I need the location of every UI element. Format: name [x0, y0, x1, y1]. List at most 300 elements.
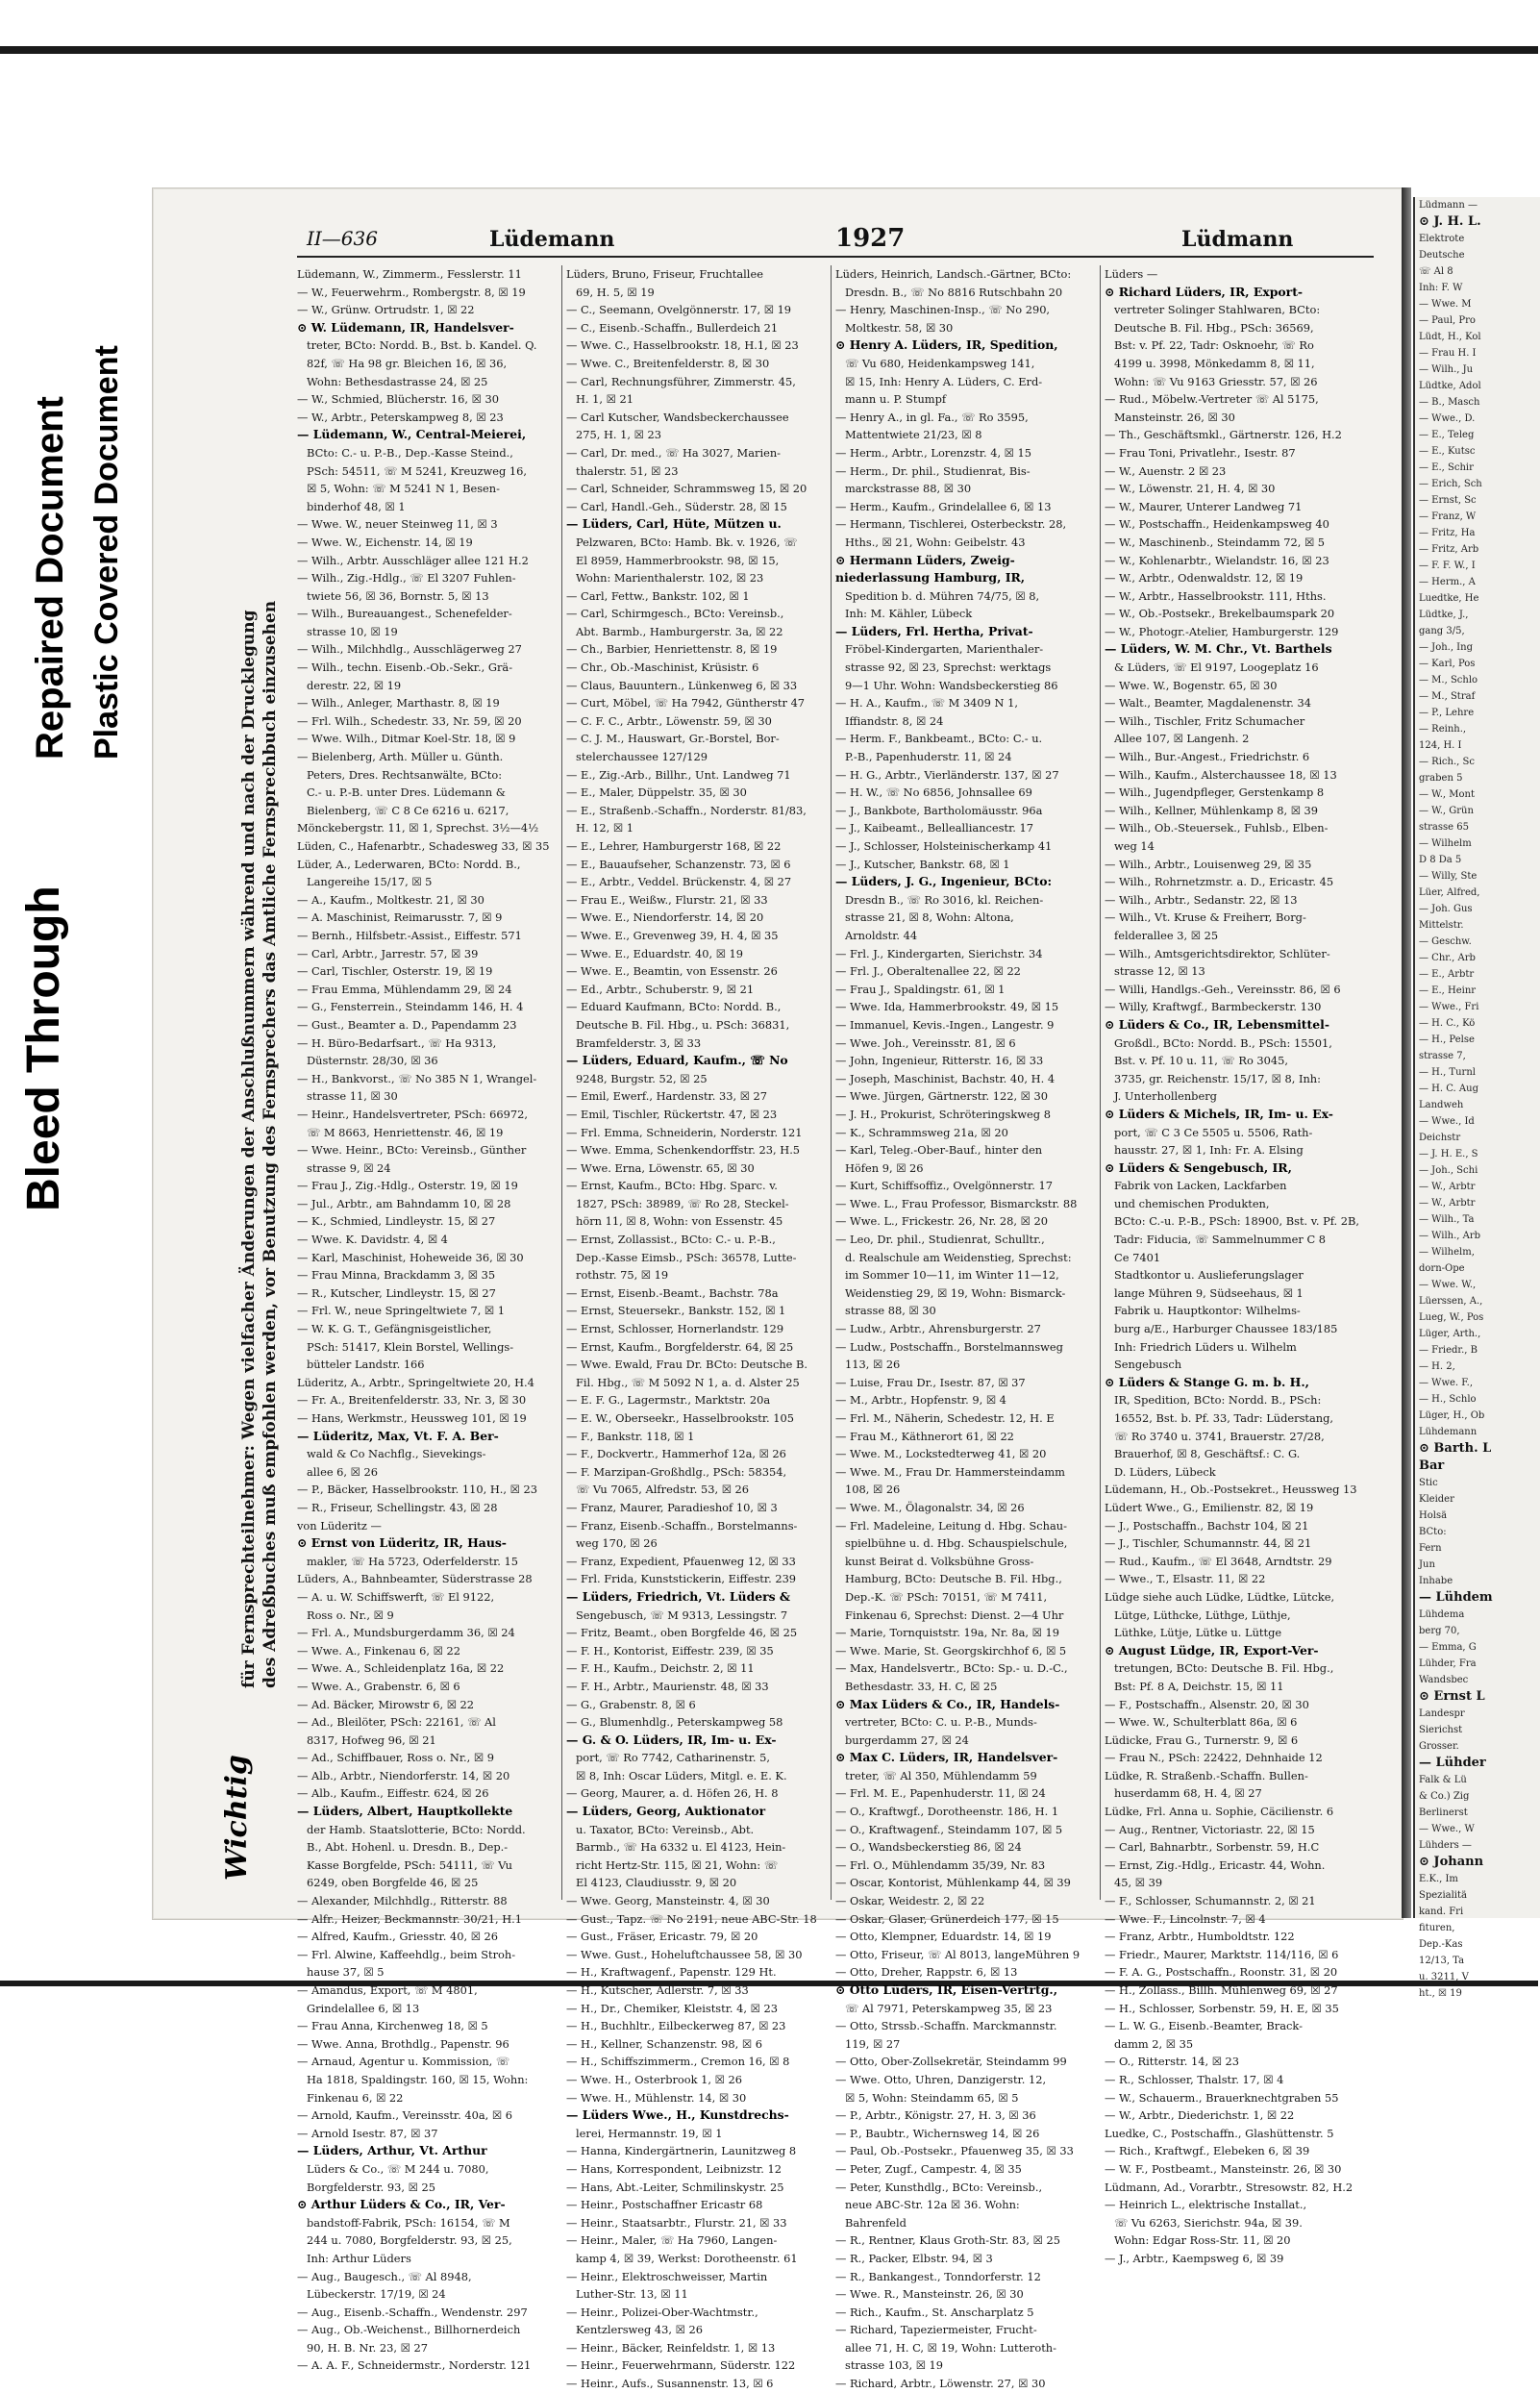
directory-entry: — Carl, Handl.-Geh., Süderstr. 28, ☒ 15 [566, 499, 787, 513]
directory-entry: — Frau Minna, Brackdamm 3, ☒ 35 [297, 1268, 496, 1283]
directory-entry: — L. W. G., Eisenb.-Beamter, Brack- [1105, 2019, 1303, 2033]
directory-entry: — Wwe. Anna, Brothdlg., Papenstr. 96 [297, 2036, 509, 2051]
directory-entry: — Oskar, Glaser, Grünerdeich 177, ☒ 15 [835, 1911, 1059, 1926]
directory-entry: — Wwe. Emma, Schenkendorffstr. 23, H.5 [566, 1143, 801, 1158]
adjacent-page-line: — E., Heinr [1419, 985, 1477, 996]
directory-entry: — Bernh., Hilfsbetr.-Assist., Eiffestr. 571 [297, 928, 522, 942]
adjacent-page-line: — Joh. Gus [1419, 904, 1473, 914]
directory-entry: kamp 4, ☒ 39, Werkst: Dorotheenstr. 61 [576, 2251, 798, 2265]
directory-entry: Lüders, A., Bahnbeamter, Süderstrasse 28 [297, 1572, 533, 1586]
directory-entry: strasse 11, ☒ 30 [307, 1089, 398, 1104]
directory-entry: treter, BCto: Nordd. B., Bst. b. Kandel. Q. [307, 338, 537, 353]
directory-entry: — K., Schmied, Lindleystr. 15, ☒ 27 [297, 1214, 496, 1229]
directory-entry: — E., Arbtr., Veddel. Brückenstr. 4, ☒ 27 [566, 875, 792, 889]
directory-entry: — Frl. Alwine, Kaffeehdlg., beim Stroh- [297, 1947, 516, 1961]
directory-entry: tretungen, BCto: Deutsche B. Fil. Hbg., [1114, 1661, 1334, 1676]
directory-entry: — Wwe. L., Frickestr. 26, Nr. 28, ☒ 20 [835, 1214, 1048, 1229]
directory-entry: Abt. Barmb., Hamburgerstr. 3a, ☒ 22 [576, 624, 783, 638]
directory-entry: — Hanna, Kindergärtnerin, Launitzweg 8 [566, 2144, 797, 2158]
directory-entry: — Wilh., Amtsgerichtsdirektor, Schlüter- [1105, 946, 1330, 960]
adjacent-page-line: fituren, [1419, 1923, 1455, 1933]
directory-entry: Mansteinstr. 26, ☒ 30 [1114, 410, 1235, 424]
directory-entry: ☏ Al 7971, Peterskampweg 35, ☒ 23 [845, 2001, 1053, 2015]
directory-entry: Dresdn B., ☏ Ro 3016, kl. Reichen- [845, 892, 1044, 907]
directory-entry: thalerstr. 51, ☒ 23 [576, 463, 679, 478]
directory-entry: — Wwe. Georg, Mansteinstr. 4, ☒ 30 [566, 1894, 770, 1908]
directory-entry: port, ☏ C 3 Ce 5505 u. 5506, Rath- [1114, 1125, 1313, 1139]
directory-entry: Bahrenfeld [845, 2215, 907, 2230]
adjacent-page-line: — Geschw. [1419, 936, 1472, 947]
directory-entry: — F. A. G., Postschaffn., Roonstr. 31, ☒ 20 [1105, 1965, 1338, 1980]
directory-entry: — Wwe. A., Schleidenplatz 16a, ☒ 22 [297, 1661, 505, 1676]
directory-entry: der Hamb. Staatslotterie, BCto: Nordd. [307, 1822, 526, 1836]
adjacent-page-line: — Ernst, Sc [1419, 495, 1477, 506]
directory-entry: Lüden, C., Hafenarbtr., Schadesweg 33, ☒ 35 [297, 839, 550, 853]
directory-entry: — Otto, Dreher, Rappstr. 6, ☒ 13 [835, 1965, 1018, 1980]
directory-entry: spielbühne u. d. Hbg. Schauspielschule, [845, 1536, 1068, 1551]
directory-entry: — Heinr., Staatsarbtr., Flurstr. 21, ☒ 33 [566, 2215, 787, 2230]
directory-entry: Lütge, Lüthcke, Lüthge, Lüthje, [1114, 1608, 1291, 1622]
adjacent-page-line: Kleider [1419, 1494, 1454, 1505]
directory-entry: u. Taxator, BCto: Vereinsb., Abt. [576, 1822, 755, 1836]
directory-entry: wald & Co Nachflg., Sievekings- [307, 1447, 486, 1461]
adjacent-page-line: — Wwe., D. [1419, 413, 1476, 424]
directory-entry: — Ad. Bäcker, Mirowstr 6, ☒ 22 [297, 1697, 475, 1711]
directory-entry: 8317, Hofweg 96, ☒ 21 [307, 1732, 436, 1747]
directory-entry: — Carl, Dr. med., ☏ Ha 3027, Marien- [566, 445, 782, 460]
directory-entry: — W., Arbtr., Hasselbrookstr. 111, Hths. [1105, 588, 1327, 603]
adjacent-page-line: — M., Straf [1419, 691, 1476, 702]
adjacent-page-line: — J. H. E., S [1419, 1149, 1478, 1159]
directory-entry: — Wilh., Zig.-Hdlg., ☏ El 3207 Fuhlen- [297, 571, 516, 586]
directory-entry: — Wwe. E., Eduardstr. 40, ☒ 19 [566, 946, 744, 960]
directory-entry: ⊙ Henry A. Lüders, IR, Spedition, [835, 337, 1058, 353]
directory-entry: — Aug., Eisenb.-Schaffn., Wendenstr. 297 [297, 2305, 528, 2319]
directory-entry: vertreter Solinger Stahlwaren, BCto: [1114, 303, 1321, 317]
directory-entry: — Wwe. Marie, St. Georgskirchhof 6, ☒ 5 [835, 1643, 1067, 1658]
adjacent-page-line: Mittelstr. [1419, 920, 1464, 931]
directory-entry: Moltkestr. 58, ☒ 30 [845, 320, 954, 335]
column-1 [297, 265, 550, 2373]
directory-entry: — Wwe. E., Beamtin, von Essenstr. 26 [566, 964, 778, 979]
directory-entry: — Heinr., Elektroschweisser, Martin [566, 2269, 768, 2283]
directory-entry: — A. Maschinist, Reimarusstr. 7, ☒ 9 [297, 910, 503, 925]
directory-entry: — Lüderitz, Max, Vt. F. A. Ber- [297, 1428, 499, 1443]
directory-entry: ⊙ Arthur Lüders & Co., IR, Ver- [297, 2197, 506, 2212]
directory-entry: — Frau Emma, Mühlendamm 29, ☒ 24 [297, 982, 512, 996]
directory-page [152, 187, 1403, 2391]
directory-entry: — Ernst, Kaufm., BCto: Hbg. Sparc. v. [566, 1179, 778, 1193]
directory-entry: neue ABC-Str. 12a ☒ 36. Wohn: [845, 2198, 1020, 2212]
directory-entry: — Wilh., Bur.-Angest., Friedrichstr. 6 [1105, 750, 1310, 764]
directory-entry: damm 2, ☒ 35 [1114, 2036, 1194, 2051]
directory-entry: D. Lüders, Lübeck [1114, 1464, 1216, 1479]
adjacent-page-line: Lüerssen, A., [1419, 1296, 1483, 1307]
directory-entry: — G., Fensterrein., Steindamm 146, H. 4 [297, 1000, 524, 1014]
adjacent-page-line: — Karl, Pos [1419, 659, 1476, 669]
directory-entry: lerei, Hermannstr. 19, ☒ 1 [576, 2126, 723, 2140]
directory-entry: — O., Kraftwagenf., Steindamm 107, ☒ 5 [835, 1822, 1063, 1836]
directory-entry: 6249, oben Borgfelde 46, ☒ 25 [307, 1876, 479, 1890]
directory-entry: ⊙ Lüders & Co., IR, Lebensmittel- [1105, 1016, 1329, 1032]
directory-entry: — W., Feuerwehrm., Rombergstr. 8, ☒ 19 [297, 285, 526, 299]
directory-entry: — Carl, Bahnarbtr., Sorbenstr. 59, H.C [1105, 1840, 1320, 1855]
directory-entry: — R., Rentner, Klaus Groth-Str. 83, ☒ 25 [835, 2233, 1060, 2248]
page-number: II—636 [307, 227, 378, 250]
directory-entry: Lüders, Heinrich, Landsch.-Gärtner, BCto: [835, 267, 1072, 281]
directory-entry: — W. K. G. T., Gefängnisgeistlicher, [297, 1322, 492, 1336]
adjacent-page-line: strasse 65 [1419, 822, 1469, 833]
directory-entry: — Wwe. A., Finkenau 6, ☒ 22 [297, 1643, 460, 1658]
directory-entry: — Frl. W., neue Springeltwiete 7, ☒ 1 [297, 1304, 506, 1318]
adjacent-page-line: — Fritz, Arb [1419, 544, 1479, 555]
directory-entry: Luther-Str. 13, ☒ 11 [576, 2287, 688, 2302]
directory-entry: BCto: C.-u. P.-B., PSch: 18900, Bst. v. Pf. 2B, [1114, 1214, 1360, 1229]
directory-entry: Dep.-K. ☏ PSch: 70151, ☏ M 7411, [845, 1589, 1048, 1604]
directory-entry: — Hans, Abt.-Leiter, Schmilinskystr. 25 [566, 2180, 784, 2194]
directory-entry: — Alb., Arbtr., Niendorferstr. 14, ☒ 20 [297, 1768, 510, 1782]
directory-entry: Borgfelderstr. 93, ☒ 25 [307, 2180, 435, 2194]
directory-entry: — W., Schmied, Blücherstr. 16, ☒ 30 [297, 392, 499, 407]
directory-entry: — W., Arbtr., Odenwaldstr. 12, ☒ 19 [1105, 571, 1304, 586]
directory-entry: strasse 9, ☒ 24 [307, 1160, 391, 1175]
directory-entry: Lüdmann, Ad., Vorarbtr., Stresowstr. 82, H.2 [1105, 2180, 1354, 2194]
directory-entry: — Wilh., Kellner, Mühlenkamp 8, ☒ 39 [1105, 803, 1319, 817]
adjacent-page-line: Holsä [1419, 1510, 1448, 1521]
directory-entry: Weidenstieg 29, ☒ 19, Wohn: Bismarck- [845, 1285, 1066, 1300]
directory-entry: — Alexander, Milchhdlg., Ritterstr. 88 [297, 1894, 508, 1908]
directory-entry: — Heinr., Handelsvertreter, PSch: 66972, [297, 1107, 528, 1121]
directory-entry: Lüder, A., Lederwaren, BCto: Nordd. B., [297, 857, 521, 871]
directory-entry: ☏ Vu 680, Heidenkampsweg 141, [845, 356, 1035, 370]
directory-entry: — Wwe. H., Mühlenstr. 14, ☒ 30 [566, 2090, 747, 2105]
directory-entry: — W., Maurer, Unterer Landweg 71 [1105, 499, 1303, 513]
directory-entry: — Emil, Ewerf., Hardenstr. 33, ☒ 27 [566, 1089, 768, 1104]
adjacent-page-line: — Wwe., Fri [1419, 1002, 1479, 1012]
directory-entry: — Ludw., Postschaffn., Borstelmannsweg [835, 1339, 1063, 1354]
directory-entry: — Frl. O., Mühlendamm 35/39, Nr. 83 [835, 1857, 1046, 1872]
directory-entry: — Wilh., Arbtr. Ausschläger allee 121 H.2 [297, 553, 529, 567]
directory-entry: Inh: M. Kähler, Lübeck [845, 607, 973, 621]
adjacent-page-line: — W., Mont [1419, 789, 1475, 800]
directory-entry: — Immanuel, Kevis.-Ingen., Langestr. 9 [835, 1017, 1055, 1032]
directory-entry: — Wilh., techn. Eisenb.-Ob.-Sekr., Grä- [297, 661, 513, 675]
directory-entry: — Gust., Beamter a. D., Papendamm 23 [297, 1017, 517, 1032]
adjacent-page-line: — H. C., Kö [1419, 1018, 1476, 1029]
directory-entry: — Herm., Arbtr., Lorenzstr. 4, ☒ 15 [835, 445, 1032, 460]
adjacent-page-line: Deutsche [1419, 250, 1465, 261]
directory-entry: — Frl. A., Mundsburgerdamm 36, ☒ 24 [297, 1626, 515, 1640]
adjacent-page-line: — Rich., Sc [1419, 757, 1475, 767]
directory-entry: — Wwe. Ida, Hammerbrookstr. 49, ☒ 15 [835, 1000, 1059, 1014]
directory-entry: strasse 10, ☒ 19 [307, 624, 398, 638]
directory-entry: Lüderitz, A., Arbtr., Springeltwiete 20, H.4 [297, 1375, 534, 1389]
directory-entry: ☏ Ro 3740 u. 3741, Brauerstr. 27/28, [1114, 1429, 1325, 1443]
adjacent-page-line: ⊙ Johann [1419, 1855, 1484, 1869]
directory-entry: — Alfred, Kaufm., Griesstr. 40, ☒ 26 [297, 1930, 499, 1944]
directory-entry: P.-B., Papenhuderstr. 11, ☒ 24 [845, 750, 1012, 764]
directory-entry: d. Realschule am Weidenstieg, Sprechst: [845, 1250, 1072, 1264]
directory-entry: Tadr: Fiducia, ☏ Sammelnummer C 8 [1114, 1233, 1327, 1247]
directory-entry: Spedition b. d. Mühren 74/75, ☒ 8, [845, 588, 1040, 603]
directory-entry: Bst. v. Pf. 10 u. 11, ☏ Ro 3045, [1114, 1054, 1289, 1068]
adjacent-page-line: Lüger, H., Ob [1419, 1410, 1485, 1421]
directory-entry: — Hermann, Tischlerei, Osterbeckstr. 28, [835, 517, 1067, 532]
directory-entry: — Lüders, Eduard, Kaufm., ☏ No [566, 1053, 788, 1068]
directory-entry: — Frl. M. E., Papenhuderstr. 11, ☒ 24 [835, 1786, 1046, 1801]
adjacent-page-line: Deichstr [1419, 1133, 1461, 1143]
directory-entry: ⊙ Richard Lüders, IR, Export- [1105, 284, 1304, 299]
directory-entry: mann u. P. Stumpf [845, 392, 947, 407]
adjacent-page-line: gang 3/5, [1419, 626, 1465, 636]
adjacent-page-line: kand. Fri [1419, 1907, 1464, 1917]
directory-entry: vertreter, BCto: C. u. P.-B., Munds- [845, 1715, 1037, 1730]
directory-entry: Iffiandstr. 8, ☒ 24 [845, 713, 944, 728]
directory-entry: H. 1, ☒ 21 [576, 392, 633, 407]
directory-entry: — Wilh., Arbtr., Louisenweg 29, ☒ 35 [1105, 857, 1312, 871]
directory-entry: — Frau Anna, Kirchenweg 18, ☒ 5 [297, 2019, 488, 2033]
directory-entry: ⊙ August Lüdge, IR, Export-Ver- [1105, 1642, 1319, 1658]
directory-entry: — E., Straßenb.-Schaffn., Norderstr. 81/83, [566, 803, 807, 817]
directory-entry: — Aug., Baugesch., ☏ Al 8948, [297, 2269, 472, 2283]
directory-entry: — O., Kraftwgf., Dorotheenstr. 186, H. 1 [835, 1805, 1059, 1819]
directory-entry: — F. H., Arbtr., Maurienstr. 48, ☒ 33 [566, 1679, 769, 1693]
directory-entry: — Jul., Arbtr., am Bahndamm 10, ☒ 28 [297, 1196, 511, 1210]
directory-entry: — Heinr., Maler, ☏ Ha 7960, Langen- [566, 2233, 778, 2248]
directory-entry: — Ernst, Eisenb.-Beamt., Bachstr. 78a [566, 1285, 779, 1300]
directory-entry: — P., Baubtr., Wichernsweg 14, ☒ 26 [835, 2126, 1040, 2140]
directory-entry: — Frau M., Käthnerort 61, ☒ 22 [835, 1429, 1014, 1443]
directory-entry: Arnoldstr. 44 [845, 928, 918, 942]
directory-entry: — Rich., Kaufm., St. Anscharplatz 5 [835, 2305, 1034, 2319]
directory-entry: B., Abt. Hohenl. u. Dresdn. B., Dep.- [307, 1840, 509, 1855]
directory-entry: — Frau Toni, Privatlehr., Isestr. 87 [1105, 445, 1296, 460]
directory-entry: — Curt, Möbel, ☏ Ha 7942, Güntherstr 47 [566, 696, 806, 710]
adjacent-page-line: — Wilhelm, [1419, 1247, 1475, 1258]
label-bleed-through: Bleed Through [18, 885, 69, 1211]
directory-entry: — C., Seemann, Ovelgönnerstr. 17, ☒ 19 [566, 303, 792, 317]
directory-entry: — Wwe. M., Ölagonalstr. 34, ☒ 26 [835, 1500, 1025, 1514]
directory-entry: 108, ☒ 26 [845, 1483, 901, 1497]
directory-entry: Lüders & Co., ☏ M 244 u. 7080, [307, 2161, 489, 2176]
directory-entry: Inh: Friedrich Lüders u. Wilhelm [1114, 1339, 1297, 1354]
directory-entry: — Franz, Expedient, Pfauenweg 12, ☒ 33 [566, 1554, 796, 1568]
directory-entry: — Ad., Schiffbauer, Ross o. Nr., ☒ 9 [297, 1751, 494, 1765]
adjacent-page-line: Lühdema [1419, 1609, 1465, 1620]
adjacent-page-line: Grosser. [1419, 1741, 1459, 1752]
directory-entry: Allee 107, ☒ Langenh. 2 [1114, 732, 1250, 746]
directory-entry: — Lüders, Frl. Hertha, Privat- [835, 623, 1033, 638]
directory-entry: — E., Bauaufseher, Schanzenstr. 73, ☒ 6 [566, 857, 791, 871]
directory-entry: — Wilh., Tischler, Fritz Schumacher [1105, 713, 1305, 728]
directory-entry: — Heinrich L., elektrische Installat., [1105, 2198, 1307, 2212]
directory-entry: — Kurt, Schiffsoffiz., Ovelgönnerstr. 17 [835, 1179, 1053, 1193]
directory-entry: — Carl, Tischler, Osterstr. 19, ☒ 19 [297, 964, 493, 979]
directory-entry: — W., Kohlenarbtr., Wielandstr. 16, ☒ 23 [1105, 553, 1329, 567]
directory-entry: — A. A. F., Schneidermstr., Norderstr. 121 [297, 2358, 532, 2373]
directory-entry: Ce 7401 [1114, 1250, 1161, 1264]
directory-entry: — Oscar, Kontorist, Mühlenkamp 44, ☒ 39 [835, 1876, 1071, 1890]
directory-entry: — H., Bankvorst., ☏ No 385 N 1, Wrangel- [297, 1071, 537, 1085]
adjacent-page-line: strasse 7, [1419, 1051, 1466, 1061]
directory-entry: — Herm., Dr. phil., Studienrat, Bis- [835, 463, 1031, 478]
directory-entry: — H., Buchhltr., Eilbeckerweg 87, ☒ 23 [566, 2019, 786, 2033]
adjacent-page-line: 124, H. I [1419, 740, 1462, 751]
directory-entry: — C. F. C., Arbtr., Löwenstr. 59, ☒ 30 [566, 713, 772, 728]
directory-entry: Großdl., BCto: Nordd. B., PSch: 15501, [1114, 1035, 1332, 1050]
directory-entry: — Richard, Tapeziermeister, Frucht- [835, 2323, 1037, 2337]
directory-entry: — F., Dockvertr., Hammerhof 12a, ☒ 26 [566, 1447, 786, 1461]
adjacent-page-line: ⊙ Barth. L [1419, 1441, 1492, 1456]
directory-entry: weg 14 [1114, 839, 1155, 853]
directory-entry: — R., Bankangest., Tonndorferstr. 12 [835, 2269, 1041, 2283]
adjacent-page-fragment [1413, 197, 1540, 1999]
directory-entry: — Lüders, Georg, Auktionator [566, 1804, 766, 1819]
directory-entry: 275, H. 1, ☒ 23 [576, 428, 661, 442]
directory-entry: Kasse Borgfelde, PSch: 54111, ☏ Vu [307, 1857, 513, 1872]
directory-entry: — Georg, Maurer, a. d. Höfen 26, H. 8 [566, 1786, 779, 1801]
directory-entry: — Wwe. Otto, Uhren, Danzigerstr. 12, [835, 2072, 1047, 2086]
directory-entry: Dep.-Kasse Eimsb., PSch: 36578, Lutte- [576, 1250, 797, 1264]
directory-entry: 9—1 Uhr. Wohn: Wandsbeckerstieg 86 [845, 678, 1058, 692]
adjacent-page-line: — Wilhelm [1419, 838, 1472, 849]
adjacent-page-line: — H., Pelse [1419, 1034, 1475, 1045]
column-2 [566, 265, 818, 2391]
directory-entry: — Wwe. M., Frau Dr. Hammersteindamm [835, 1464, 1065, 1479]
directory-entry: ☏ Vu 7065, Alfredstr. 53, ☒ 26 [576, 1483, 750, 1497]
directory-entry: Lüthke, Lütje, Lütke u. Lüttge [1114, 1626, 1282, 1640]
adjacent-page-line: — Fritz, Ha [1419, 528, 1476, 538]
column-3 [835, 265, 1087, 2391]
directory-entry: — Wilh., Rohrnetzmstr. a. D., Ericastr. 45 [1105, 875, 1334, 889]
directory-entry: — Lüders, Carl, Hüte, Mützen u. [566, 516, 782, 532]
directory-entry: Mönckebergstr. 11, ☒ 1, Sprechst. 3½—4½ [297, 821, 539, 835]
directory-entry: — Otto, Ober-Zollsekretär, Steindamm 99 [835, 2055, 1067, 2069]
directory-entry: — W., Arbtr., Diederichstr. 1, ☒ 22 [1105, 2108, 1295, 2123]
column-divider [1100, 265, 1101, 1900]
directory-entry: PSch: 51417, Klein Borstel, Wellings- [307, 1339, 514, 1354]
directory-entry: ⊙ Lüders & Michels, IR, Im- u. Ex- [1105, 1106, 1333, 1121]
directory-entry: Düsternstr. 28/30, ☒ 36 [307, 1054, 438, 1068]
directory-entry: — Lüders, Arthur, Vt. Arthur [297, 2143, 487, 2158]
adjacent-page-line: Lueg, W., Pos [1419, 1312, 1484, 1323]
adjacent-page-line: — H. C. Aug [1419, 1084, 1478, 1094]
directory-entry: 82f, ☏ Ha 98 gr. Bleichen 16, ☒ 36, [307, 356, 508, 370]
directory-entry: — Amandus, Export, ☏ M 4801, [297, 1983, 478, 1997]
directory-entry: El 4123, Claudiusstr. 9, ☒ 20 [576, 1876, 737, 1890]
directory-entry: — Frl. Frida, Kunststickerin, Eiffestr. 239 [566, 1572, 797, 1586]
column-4 [1105, 265, 1374, 2265]
directory-entry: hörn 11, ☒ 8, Wohn: von Essenstr. 45 [576, 1214, 783, 1229]
directory-entry: ☒ 8, Inh: Oscar Lüders, Mitgl. e. E. K. [576, 1768, 787, 1782]
directory-entry: — Wwe. L., Frau Professor, Bismarckstr. 88 [835, 1196, 1078, 1210]
directory-entry: — P., Arbtr., Königstr. 27, H. 3, ☒ 36 [835, 2108, 1036, 2123]
directory-entry: Peters, Dres. Rechtsanwälte, BCto: [307, 767, 503, 782]
directory-entry: El 8959, Hammerbrookstr. 98, ☒ 15, [576, 553, 780, 567]
directory-entry: — Wwe. E., Grevenweg 39, H. 4, ☒ 35 [566, 928, 779, 942]
adjacent-page-line: — Lühdem [1419, 1590, 1493, 1605]
directory-entry: Stadtkontor u. Auslieferungslager [1114, 1268, 1304, 1283]
adjacent-page-line: — Wwe. M [1419, 299, 1472, 310]
directory-entry: — Fritz, Beamt., oben Borgfelde 46, ☒ 25 [566, 1626, 798, 1640]
directory-entry: — Carl Kutscher, Wandsbeckerchaussee [566, 410, 789, 424]
directory-entry: Lüdert Wwe., G., Emilienstr. 82, ☒ 19 [1105, 1500, 1314, 1514]
page-gutter-shadow [1402, 187, 1411, 1918]
directory-entry: — W., Photogr.-Atelier, Hamburgerstr. 129 [1105, 624, 1339, 638]
adjacent-page-line: — W., Arbtr [1419, 1182, 1476, 1192]
adjacent-page-line: Elektrote [1419, 234, 1465, 244]
directory-entry: — J., Schlosser, Holsteinischerkamp 41 [835, 839, 1053, 853]
directory-entry: Finkenau 6, ☒ 22 [307, 2090, 404, 2105]
directory-entry: Deutsche B. Fil. Hbg., u. PSch: 36831, [576, 1017, 790, 1032]
directory-entry: Bramfelderstr. 3, ☒ 33 [576, 1035, 702, 1050]
directory-entry: treter, ☏ Al 350, Mühlendamm 59 [845, 1768, 1037, 1782]
directory-entry: — Wilh., Bureauangest., Schenefelder- [297, 607, 512, 621]
directory-entry: — W., Löwenstr. 21, H. 4, ☒ 30 [1105, 482, 1276, 496]
directory-entry: — Wwe. Joh., Vereinsstr. 81, ☒ 6 [835, 1035, 1016, 1050]
adjacent-page-line: — Wwe. F., [1419, 1378, 1474, 1388]
adjacent-page-line: — H., Schlo [1419, 1394, 1477, 1405]
adjacent-page-line: Landweh [1419, 1100, 1464, 1110]
directory-entry: — E., Maler, Düppelstr. 35, ☒ 30 [566, 785, 747, 800]
directory-entry: strasse 92, ☒ 23, Sprechst: werktags [845, 661, 1052, 675]
adjacent-page-line: — Joh., Schi [1419, 1165, 1478, 1176]
directory-entry: — Frl. Madeleine, Leitung d. Hbg. Schau- [835, 1518, 1067, 1533]
directory-entry: — Oskar, Weidestr. 2, ☒ 22 [835, 1894, 985, 1908]
adjacent-page-line: ⊙ Ernst L [1419, 1689, 1485, 1704]
directory-entry: — H. Büro-Bedarfsart., ☏ Ha 9313, [297, 1035, 497, 1050]
directory-entry: ☒ 15, Inh: Henry A. Lüders, C. Erd- [845, 374, 1043, 388]
directory-entry: 90, H. B. Nr. 23, ☒ 27 [307, 2340, 428, 2355]
directory-entry: ⊙ Max C. Lüders, IR, Handelsver- [835, 1750, 1058, 1765]
directory-entry: — J. H., Prokurist, Schröteringskweg 8 [835, 1107, 1051, 1121]
directory-entry: Pelzwaren, BCto: Hamb. Bk. v. 1926, ☏ [576, 535, 798, 549]
directory-entry: — F., Bankstr. 118, ☒ 1 [566, 1429, 695, 1443]
directory-entry: — A., Kaufm., Moltkestr. 21, ☒ 30 [297, 892, 484, 907]
directory-entry: — W., Auenstr. 2 ☒ 23 [1105, 463, 1227, 478]
directory-entry: — Wwe. Ewald, Frau Dr. BCto: Deutsche B. [566, 1358, 808, 1372]
directory-entry: Bst: v. Pf. 22, Tadr: Osknoehr, ☏ Ro [1114, 338, 1314, 353]
directory-entry: Fröbel-Kindergarten, Marienthaler- [845, 642, 1044, 657]
directory-entry: — Alb., Kaufm., Eiffestr. 624, ☒ 26 [297, 1786, 489, 1801]
adjacent-page-line: Lüdmann — [1419, 200, 1478, 211]
directory-entry: — Wwe. Erna, Löwenstr. 65, ☒ 30 [566, 1160, 755, 1175]
adjacent-page-line: — B., Masch [1419, 397, 1480, 408]
directory-entry: — R., Schlosser, Thalstr. 17, ☒ 4 [1105, 2072, 1284, 2086]
directory-entry: felderallee 3, ☒ 25 [1114, 928, 1219, 942]
directory-entry: makler, ☏ Ha 5723, Oderfelderstr. 15 [307, 1554, 518, 1568]
directory-entry: Barmb., ☏ Ha 6332 u. El 4123, Hein- [576, 1840, 786, 1855]
directory-entry: — Wilh., Arbtr., Sedanstr. 22, ☒ 13 [1105, 892, 1298, 907]
adjacent-page-line: — Wwe., W [1419, 1824, 1475, 1834]
notice-line-1: für Fernsprechteilnehmer: Wegen vielfacher Änderungen der Anschlußnummern während und nach der Drucklegung [239, 610, 259, 1688]
directory-entry: — Wilh., Vt. Kruse & Freiherr, Borg- [1105, 910, 1306, 925]
directory-entry: — Frl. J., Kindergarten, Sierichstr. 34 [835, 946, 1043, 960]
adjacent-page-line: ht., ☒ 19 [1419, 1988, 1462, 1999]
adjacent-page-line: Inhabe [1419, 1576, 1453, 1586]
directory-entry: — Carl, Rechnungsführer, Zimmerstr. 45, [566, 374, 796, 388]
directory-entry: richt Hertz-Str. 115, ☒ 21, Wohn: ☏ [576, 1857, 779, 1872]
adjacent-page-line: Lüer, Alfred, [1419, 887, 1480, 898]
directory-entry: — W., Schauerm., Brauerknechtgraben 55 [1105, 2090, 1339, 2105]
adjacent-page-line: Spezialitä [1419, 1890, 1467, 1901]
directory-entry: — Wilh., Kaufm., Alsterchaussee 18, ☒ 13 [1105, 767, 1337, 782]
directory-entry: 9248, Burgstr. 52, ☒ 25 [576, 1071, 708, 1085]
directory-entry: — Wwe. Heinr., BCto: Vereinsb., Günther [297, 1143, 527, 1158]
directory-entry: strasse 88, ☒ 30 [845, 1304, 936, 1318]
directory-entry: — Franz, Maurer, Paradieshof 10, ☒ 3 [566, 1500, 778, 1514]
adjacent-page-line: Lüdtke, J., [1419, 610, 1469, 620]
